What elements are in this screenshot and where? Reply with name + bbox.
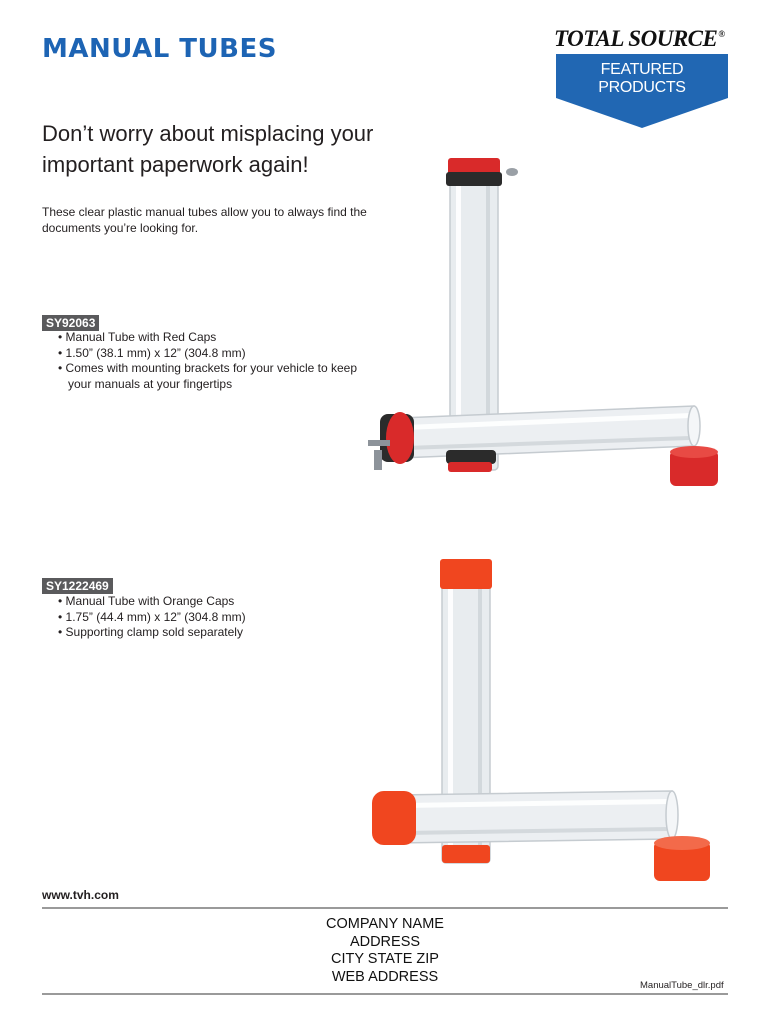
sku-badge-1: SY92063 bbox=[42, 315, 99, 331]
feature-item: • Manual Tube with Red Caps bbox=[58, 330, 217, 344]
address-line: ADDRESS bbox=[349, 933, 421, 950]
logo-text: TOTAL SOURCE bbox=[554, 26, 718, 51]
headline: Don’t worry about misplacing your important paperwork again! bbox=[42, 121, 374, 177]
total-source-logo bbox=[554, 26, 725, 52]
feature-item: • 1.50” (38.1 mm) x 12” (304.8 mm) bbox=[58, 345, 246, 360]
company-name: COMPANY NAME bbox=[326, 916, 444, 932]
intro-text: These clear plastic manual tubes allow you to always find the documents you’re looking for. bbox=[42, 205, 367, 235]
orange-cap-manual-tube-photo bbox=[360, 555, 730, 890]
page-title: MANUAL TUBES bbox=[42, 34, 277, 64]
feature-item: • 1.75” (44.4 mm) x 12” (304.8 mm) bbox=[58, 609, 246, 624]
sku-badge-2: SY1222469 bbox=[42, 578, 113, 594]
feature-list-1 bbox=[58, 330, 358, 392]
featured-products-banner bbox=[556, 54, 728, 128]
file-name: ManualTube_dlr.pdf bbox=[640, 980, 724, 991]
brand-block bbox=[548, 24, 734, 106]
feature-item: • Manual Tube with Orange Caps bbox=[58, 594, 235, 608]
banner-label: FEATURED PRODUCTS bbox=[598, 61, 686, 96]
feature-list-2 bbox=[58, 594, 358, 641]
red-cap-manual-tube-photo bbox=[360, 150, 730, 490]
web-address: WEB ADDRESS bbox=[331, 968, 439, 985]
feature-item: • Supporting clamp sold separately bbox=[58, 625, 243, 640]
feature-item: • Comes with mounting brackets for your vehicle to keep your manuals at your fingertips bbox=[58, 361, 358, 391]
dealer-address-block bbox=[285, 916, 485, 986]
footer-divider-top bbox=[42, 907, 728, 909]
website-link[interactable]: www.tvh.com bbox=[42, 888, 119, 902]
city-state-zip: CITY STATE ZIP bbox=[331, 951, 439, 967]
footer-divider-bottom bbox=[42, 993, 728, 995]
registered-mark: ® bbox=[718, 29, 725, 40]
